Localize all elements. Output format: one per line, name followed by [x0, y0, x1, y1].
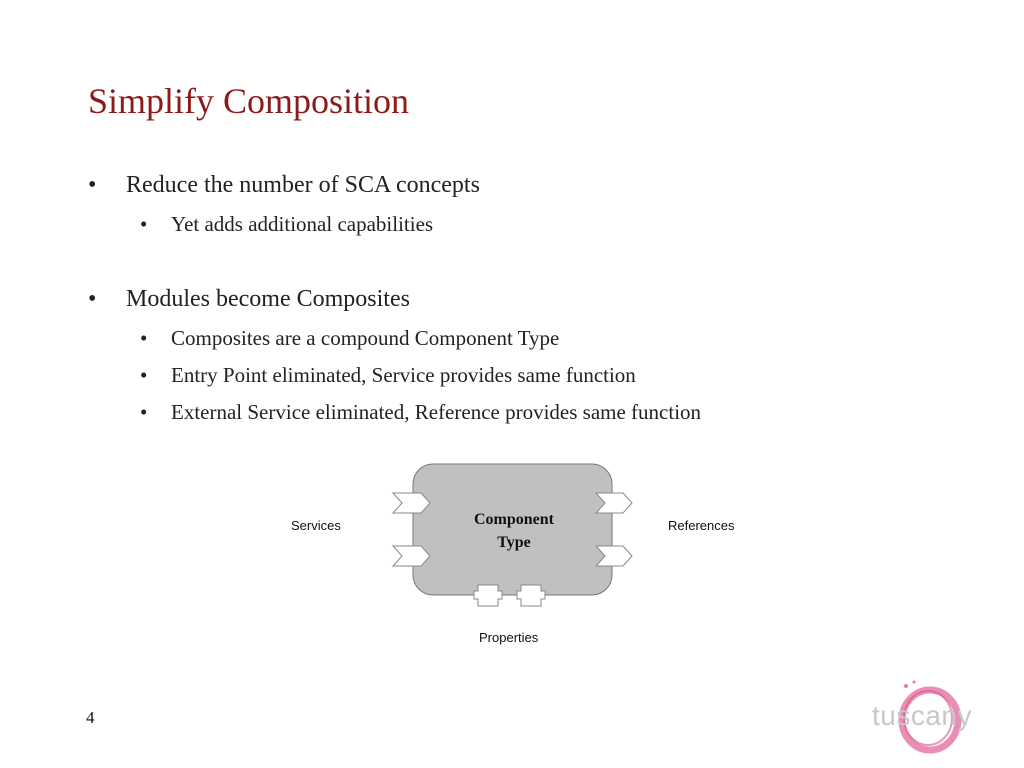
services-label: Services — [291, 518, 341, 533]
bullet-text: Reduce the number of SCA concepts — [126, 172, 480, 198]
bullet-dot: • — [88, 286, 97, 312]
bullet-text: Yet adds additional capabilities — [171, 212, 434, 236]
bullet-text: External Service eliminated, Reference provides same function — [171, 400, 702, 424]
page-number: 4 — [86, 708, 95, 727]
slide-title: Simplify Composition — [88, 81, 410, 121]
property-connector — [517, 585, 545, 606]
bullet-text: Entry Point eliminated, Service provides same function — [171, 363, 636, 387]
properties-label: Properties — [479, 630, 539, 645]
bullet-dot: • — [140, 363, 148, 387]
component-type-label — [455, 508, 573, 554]
bullet-dot: • — [140, 400, 148, 424]
bullet-dot: • — [88, 172, 97, 198]
bullet-dot: • — [140, 326, 148, 350]
property-connector — [474, 585, 502, 606]
component-label-line1: Component — [473, 511, 554, 528]
bullet-dot: • — [140, 212, 148, 236]
bullet-text: Composites are a compound Component Type — [171, 326, 560, 350]
bullet-text: Modules become Composites — [126, 286, 410, 312]
references-label: References — [668, 518, 735, 533]
component-label-line2: Type — [497, 534, 531, 551]
logo-text: tuscany — [872, 700, 972, 731]
